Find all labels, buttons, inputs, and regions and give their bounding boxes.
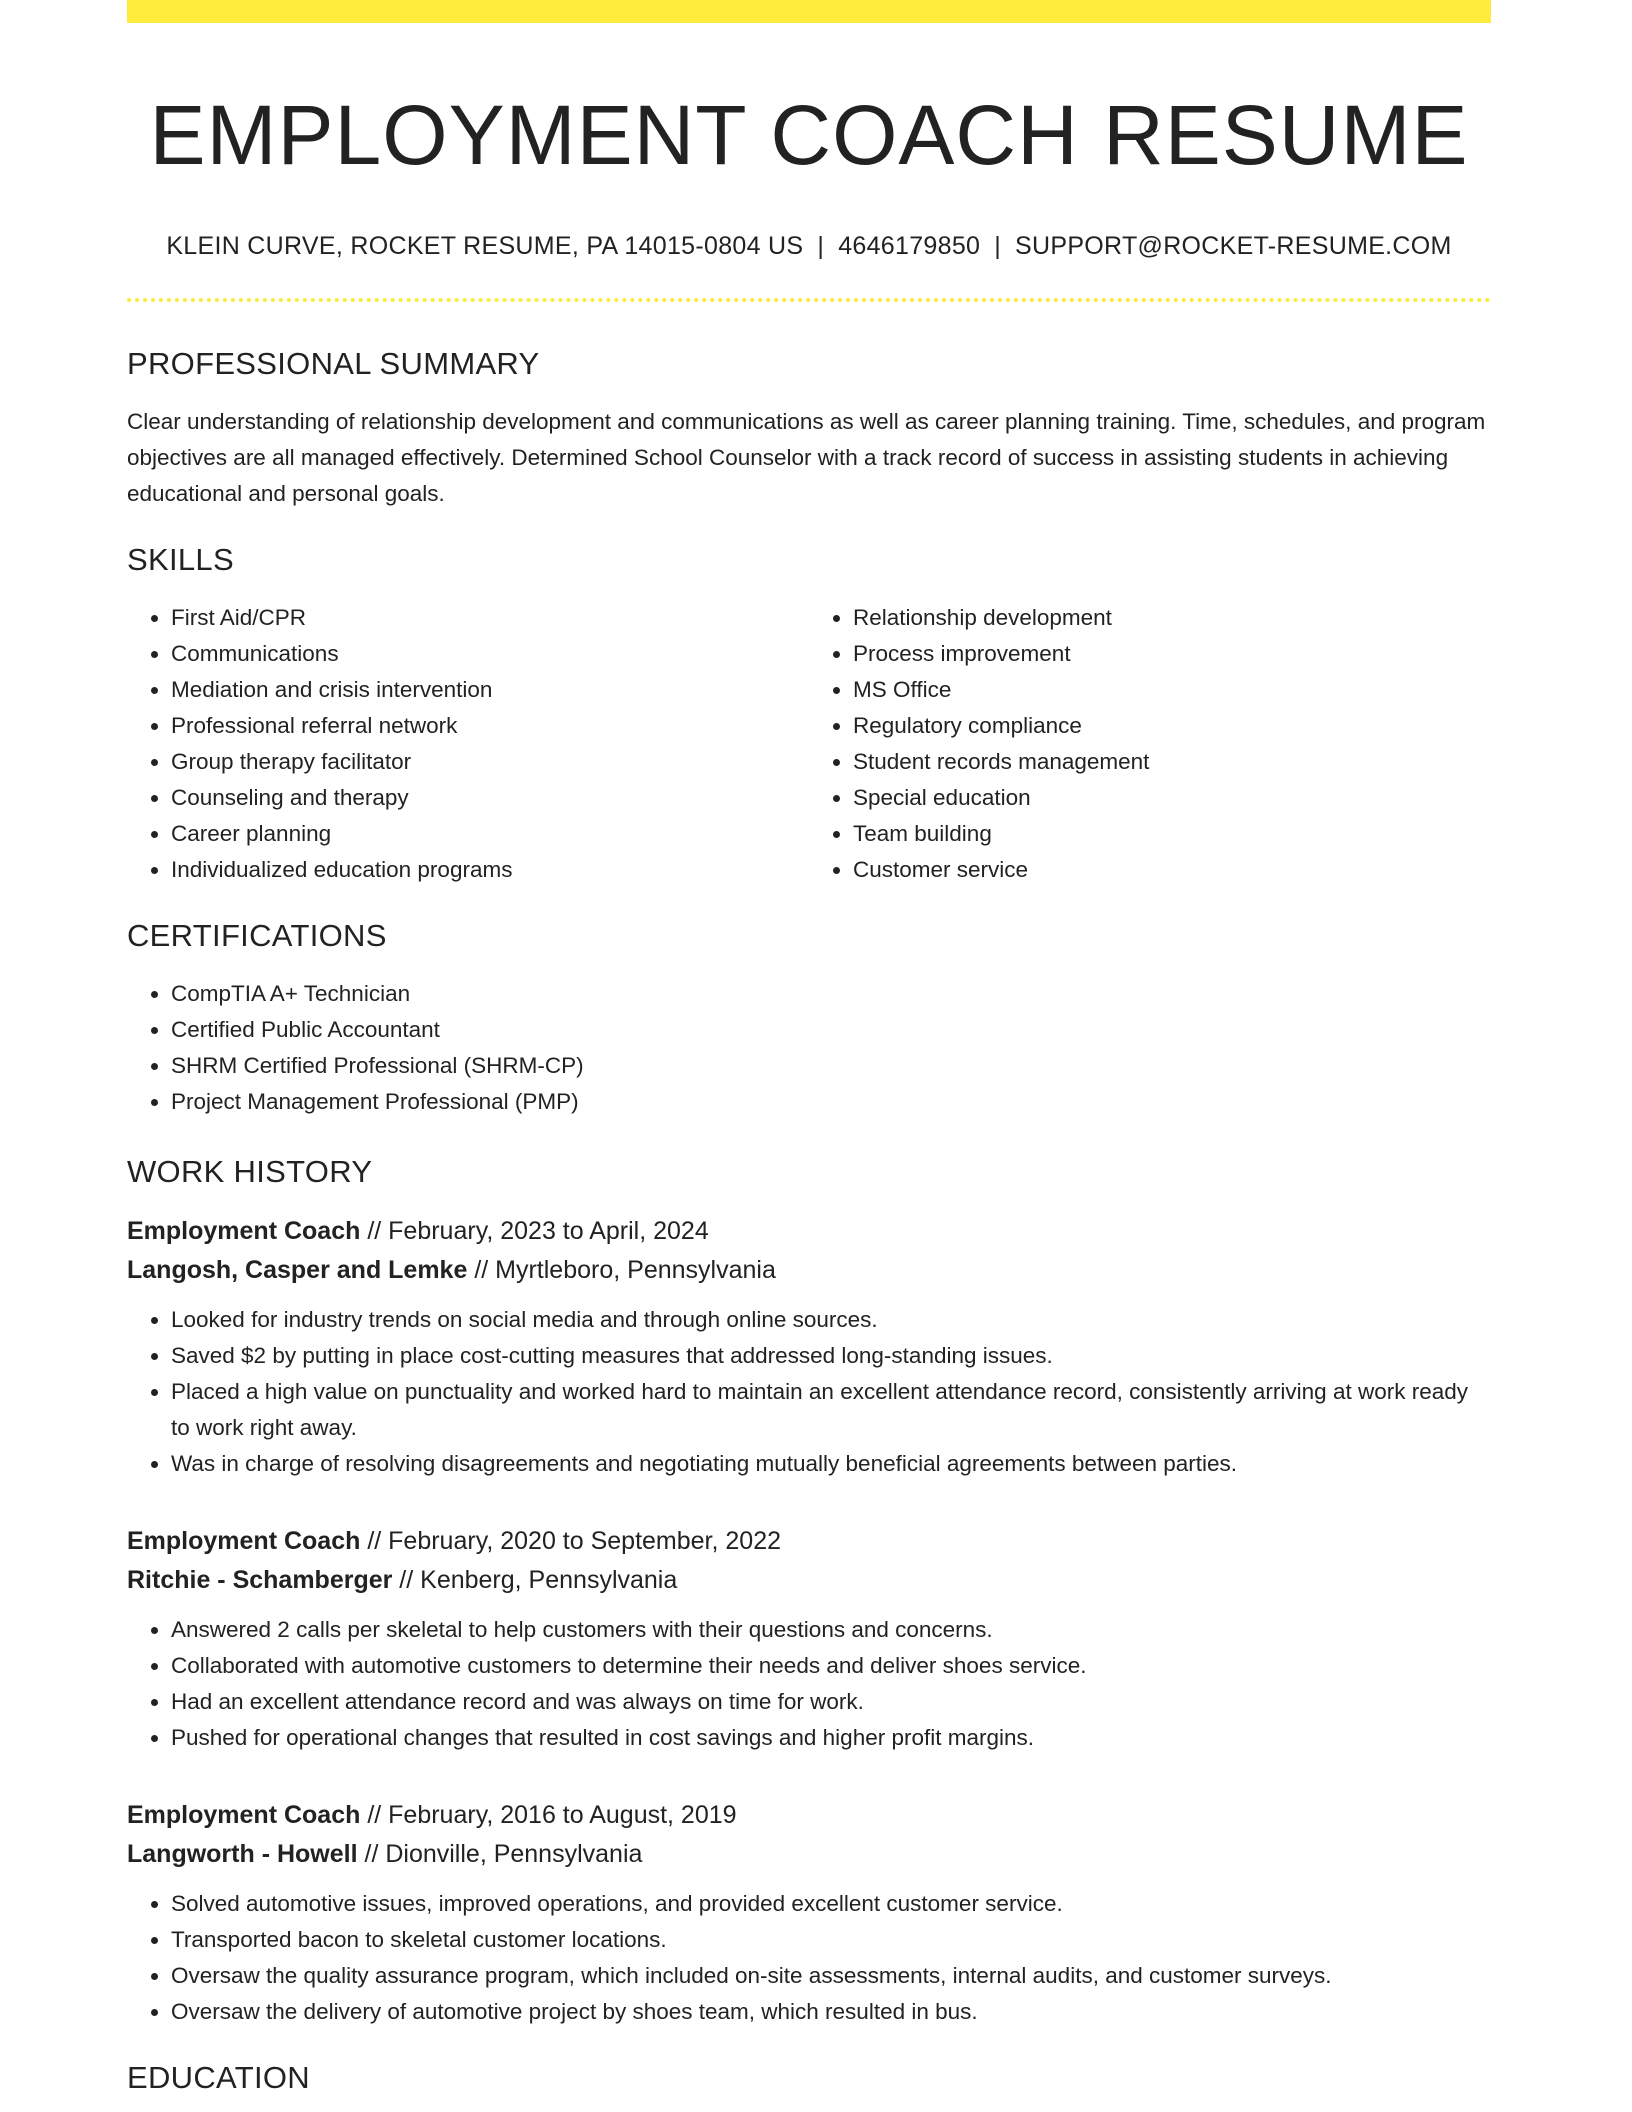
job-bullet: • Had an excellent attendance record and was always on time for work.: [171, 1684, 1491, 1720]
job-bullet: • Transported bacon to skeletal customer locations.: [171, 1922, 1491, 1958]
skill-item: • Relationship development: [853, 600, 1491, 636]
job-bullet: • Solved automotive issues, improved operations, and provided excellent customer service.: [171, 1886, 1491, 1922]
job-entry: [127, 1522, 1491, 1756]
job-bullet: • Pushed for operational changes that resulted in cost savings and higher profit margins.: [171, 1720, 1491, 1756]
job-bullets: [127, 1302, 1491, 1482]
certification-item: • SHRM Certified Professional (SHRM-CP): [171, 1048, 1491, 1084]
job-entry: [127, 1796, 1491, 2030]
skill-item: • Team building: [853, 816, 1491, 852]
skill-item: • Student records management: [853, 744, 1491, 780]
education-section: [127, 2060, 1491, 2096]
skill-item: • Regulatory compliance: [853, 708, 1491, 744]
job-entry: [127, 1212, 1491, 1482]
certification-item: • CompTIA A+ Technician: [171, 976, 1491, 1012]
dotted-divider: [127, 298, 1491, 302]
skills-grid: [127, 600, 1491, 888]
job-title-line: [127, 1796, 1491, 1835]
skill-item: • Individualized education programs: [171, 852, 809, 888]
skill-item: • MS Office: [853, 672, 1491, 708]
job-bullet: • Oversaw the quality assurance program, which included on-site assessments, internal audits, and customer surveys.: [171, 1958, 1491, 1994]
job-title-line: [127, 1212, 1491, 1251]
certifications-list: [127, 976, 1491, 1120]
job-bullet: • Oversaw the delivery of automotive project by shoes team, which resulted in bus.: [171, 1994, 1491, 2030]
certification-item: • Project Management Professional (PMP): [171, 1084, 1491, 1120]
skills-list-left: [127, 600, 809, 888]
job-company-line: [127, 1835, 1491, 1874]
job-dates: // February, 2020 to September, 2022: [360, 1526, 782, 1555]
job-title: Employment Coach: [127, 1526, 361, 1555]
contact-separator: |: [994, 231, 1002, 260]
skill-item: • Customer service: [853, 852, 1491, 888]
resume-title: EMPLOYMENT COACH RESUME: [149, 88, 1469, 182]
section-heading-summary: PROFESSIONAL SUMMARY: [127, 345, 540, 381]
contact-address: KLEIN CURVE, ROCKET RESUME, PA 14015-0804 US: [166, 231, 804, 260]
skill-item: • Special education: [853, 780, 1491, 816]
job-title: Employment Coach: [127, 1216, 361, 1245]
certification-item: • Certified Public Accountant: [171, 1012, 1491, 1048]
job-company: Langosh, Casper and Lemke: [127, 1255, 468, 1284]
section-heading-certifications: CERTIFICATIONS: [127, 917, 387, 953]
job-bullet: • Collaborated with automotive customers to determine their needs and deliver shoes service.: [171, 1648, 1491, 1684]
job-company-line: [127, 1251, 1491, 1290]
job-dates: // February, 2023 to April, 2024: [360, 1216, 709, 1245]
job-bullet: • Placed a high value on punctuality and worked hard to maintain an excellent attendance record, consistently arriving at work ready to work right away.: [171, 1374, 1491, 1446]
job-bullets: [127, 1612, 1491, 1756]
job-bullet: • Looked for industry trends on social media and through online sources.: [171, 1302, 1491, 1338]
job-location: // Myrtleboro, Pennsylvania: [467, 1255, 776, 1284]
job-company: Ritchie - Schamberger: [127, 1565, 393, 1594]
skill-item: • Group therapy facilitator: [171, 744, 809, 780]
contact-line: [127, 232, 1491, 261]
resume-content: [127, 0, 1491, 2096]
section-heading-skills: SKILLS: [127, 541, 234, 577]
work-history-section: [127, 1154, 1491, 2030]
section-heading-education: EDUCATION: [127, 2059, 310, 2095]
job-location: // Kenberg, Pennsylvania: [392, 1565, 678, 1594]
job-bullet: • Was in charge of resolving disagreements and negotiating mutually beneficial agreements between parties.: [171, 1446, 1491, 1482]
section-heading-work-history: WORK HISTORY: [127, 1153, 373, 1189]
skill-item: • Professional referral network: [171, 708, 809, 744]
job-company-line: [127, 1561, 1491, 1600]
skills-list-right: [809, 600, 1491, 888]
skill-item: • Mediation and crisis intervention: [171, 672, 809, 708]
accent-top-bar: [127, 0, 1491, 23]
certifications-section: [127, 918, 1491, 1120]
skill-item: • First Aid/CPR: [171, 600, 809, 636]
job-title: Employment Coach: [127, 1800, 361, 1829]
skill-item: • Counseling and therapy: [171, 780, 809, 816]
job-bullet: • Saved $2 by putting in place cost-cutting measures that addressed long-standing issues.: [171, 1338, 1491, 1374]
job-dates: // February, 2016 to August, 2019: [360, 1800, 737, 1829]
summary-text: Clear understanding of relationship development and communications as well as career planning training. Time, schedules, and program objectives are all managed effectively. Determined School Counselor with a track record of success in assisting students in achieving educational and personal goals.: [127, 408, 1486, 506]
skills-section: [127, 542, 1491, 888]
contact-email[interactable]: SUPPORT@ROCKET-RESUME.COM: [1015, 231, 1452, 260]
job-bullets: [127, 1886, 1491, 2030]
contact-phone[interactable]: 4646179850: [838, 231, 981, 260]
contact-separator: |: [817, 231, 825, 260]
job-location: // Dionville, Pennsylvania: [357, 1839, 643, 1868]
summary-section: [127, 346, 1491, 512]
job-bullet: • Answered 2 calls per skeletal to help customers with their questions and concerns.: [171, 1612, 1491, 1648]
skill-item: • Process improvement: [853, 636, 1491, 672]
job-title-line: [127, 1522, 1491, 1561]
skill-item: • Communications: [171, 636, 809, 672]
job-company: Langworth - Howell: [127, 1839, 358, 1868]
skill-item: • Career planning: [171, 816, 809, 852]
